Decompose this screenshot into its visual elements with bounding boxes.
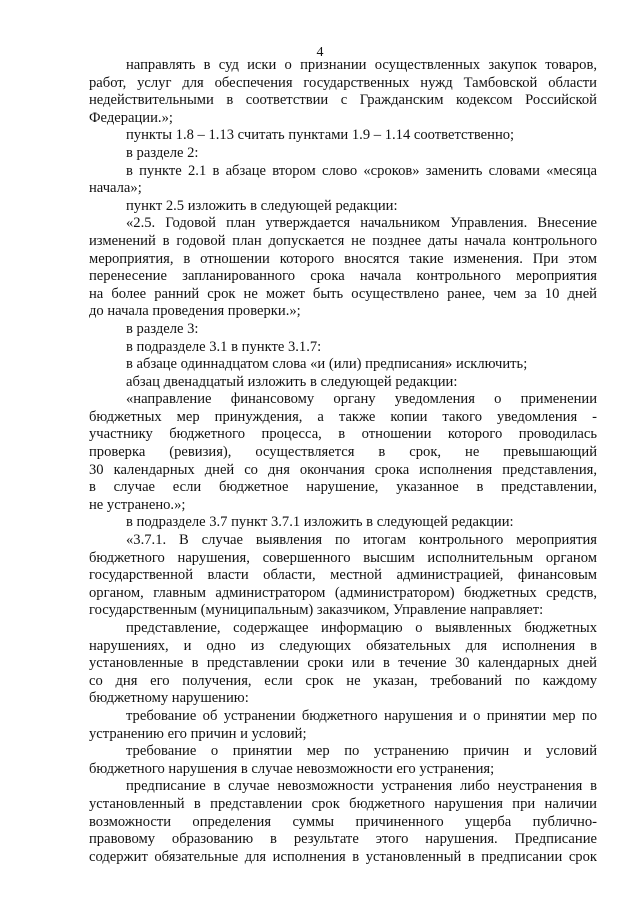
text-line: устранению его причин и условий; xyxy=(89,725,307,742)
text-line: начала»; xyxy=(89,180,142,197)
text-line: государственным (муниципальным) заказчиком, Управление направляет: xyxy=(89,602,544,619)
text-line: мероприятия, в отношении которого вносятся такие изменения. При этом xyxy=(89,250,597,267)
text-line: представление, содержащее информацию о выявленных бюджетных xyxy=(126,620,597,636)
text-line: возможности определения суммы причиненного ущерба публично- xyxy=(89,813,597,830)
text-line: требование о принятии мер по устранению причин и условий xyxy=(126,743,597,760)
text-line: установленный в представлении срок бюджетного нарушения при наличии xyxy=(89,795,597,812)
text-line: пункт 2.5 изложить в следующей редакции: xyxy=(126,197,398,214)
text-line: работ, услуг для обеспечения государственных нужд Тамбовской области xyxy=(89,74,597,91)
text-line: требование об устранении бюджетного нарушения и о принятии мер по xyxy=(126,707,597,724)
text-line: «3.7.1. В случае выявления по итогам контрольного мероприятия xyxy=(126,532,597,549)
text-line: установленные в представлении сроки или в течение 30 календарных дней xyxy=(89,655,597,672)
text-line: в разделе 3: xyxy=(126,320,199,337)
text-line: правовому образованию в результате этого нарушения. Предписание xyxy=(89,831,597,848)
text-line: проверка (ревизия), осуществляется в срок, не превышающий xyxy=(89,444,597,461)
text-line: предписание в случае невозможности устранения либо неустранения в xyxy=(126,778,597,795)
text-line: в случае если бюджетное нарушение, указанное в представлении, xyxy=(89,479,597,496)
text-line: на более ранний срок не может быть осуществлено ранее, чем за 10 дней xyxy=(89,285,597,302)
text-line: бюджетных мер принуждения, а также копии такого уведомления - xyxy=(89,408,597,425)
text-line: недействительными в соответствии с Гражданским кодексом Российской xyxy=(89,92,597,109)
text-line: пункты 1.8 – 1.13 считать пунктами 1.9 – 1.14 соответственно; xyxy=(126,127,515,144)
text-line: бюджетного нарушения в случае невозможности его устранения; xyxy=(89,760,495,777)
text-line: Федерации.»; xyxy=(89,109,173,126)
text-line: «направление финансовому органу уведомления о применении xyxy=(126,391,597,408)
text-line: до начала проведения проверки.»; xyxy=(89,303,301,320)
text-line: не устранено.»; xyxy=(89,496,186,513)
document-body xyxy=(89,57,597,866)
text-line: 30 календарных дней со дня окончания срока исполнения представления, xyxy=(89,461,597,478)
text-line: в подразделе 3.1 в пункте 3.1.7: xyxy=(126,338,322,355)
text-line: направлять в суд иски о признании осуществленных закупок товаров, xyxy=(126,57,597,73)
text-line: изменений в годовой план допускается не позднее даты начала контрольного xyxy=(89,232,597,249)
text-line: нарушениях, и одно из следующих обязательных для исполнения в xyxy=(89,637,597,654)
page-number: 4 xyxy=(316,45,324,60)
text-line: в подразделе 3.7 пункт 3.7.1 изложить в следующей редакции: xyxy=(126,514,514,531)
text-line: абзац двенадцатый изложить в следующей редакции: xyxy=(126,373,458,390)
text-line: «2.5. Годовой план утверждается начальником Управления. Внесение xyxy=(126,215,597,232)
text-line: в разделе 2: xyxy=(126,144,199,161)
text-line: со дня его получения, если срок не указан, требований по каждому xyxy=(89,672,597,689)
text-line: государственной власти области, местной администрацией, финансовым xyxy=(89,567,597,584)
text-line: перенесение запланированного срока начала контрольного мероприятия xyxy=(89,268,597,285)
text-line: бюджетного нарушения, совершенного высшим исполнительным органом xyxy=(89,549,597,566)
text-line: органом, главным администратором (администратором) бюджетных средств, xyxy=(89,584,597,601)
text-line: в пункте 2.1 в абзаце втором слово «сроков» заменить словами «месяца xyxy=(126,162,597,179)
text-line: в абзаце одиннадцатом слова «и (или) предписания» исключить; xyxy=(126,356,528,373)
text-line: участнику бюджетного процесса, в отношении которого проводилась xyxy=(89,426,597,443)
text-line: бюджетному нарушению: xyxy=(89,690,249,707)
text-line: содержит обязательные для исполнения в установленный в предписании срок xyxy=(89,848,597,865)
